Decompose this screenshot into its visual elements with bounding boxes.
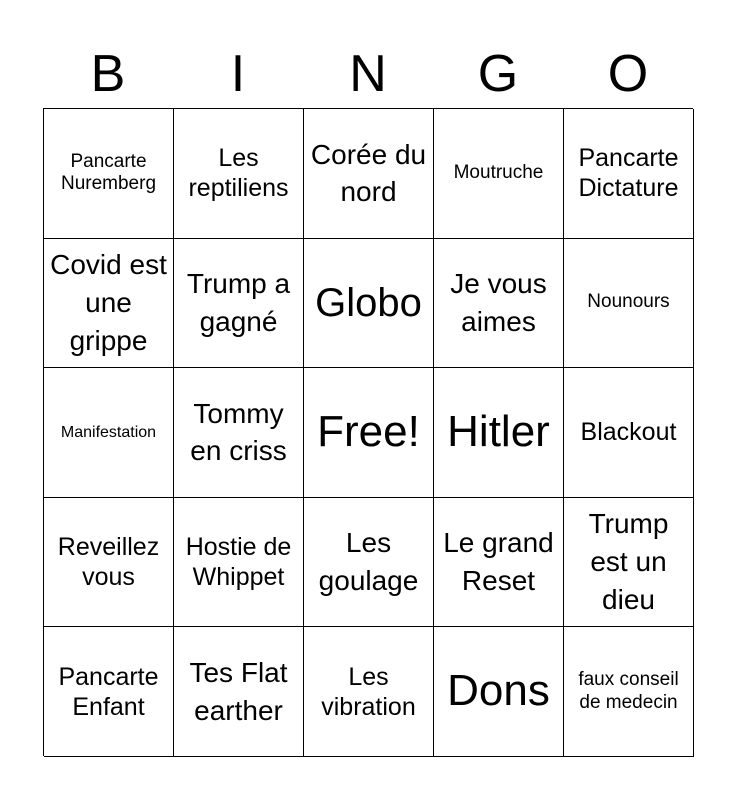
bingo-cell-r1c3[interactable]: Corée du nord xyxy=(304,109,434,239)
bingo-cell-r2c5[interactable]: Nounours xyxy=(564,239,694,369)
bingo-cell-r1c5[interactable]: Pancarte Dictature xyxy=(564,109,694,239)
bingo-cell-r5c5[interactable]: faux conseil de medecin xyxy=(564,627,694,757)
bingo-cell-r4c3[interactable]: Les goulage xyxy=(304,498,434,628)
header-letter-i: I xyxy=(230,45,246,103)
bingo-grid xyxy=(43,108,693,756)
bingo-cell-r2c1[interactable]: Covid est une grippe xyxy=(44,239,174,369)
header-letter-b: B xyxy=(90,45,126,103)
bingo-cell-r4c5[interactable]: Trump est un dieu xyxy=(564,498,694,628)
bingo-cell-r4c1[interactable]: Reveillez vous xyxy=(44,498,174,628)
bingo-cell-r5c3[interactable]: Les vibration xyxy=(304,627,434,757)
bingo-cell-r2c4[interactable]: Je vous aimes xyxy=(434,239,564,369)
bingo-cell-r5c2[interactable]: Tes Flat earther xyxy=(174,627,304,757)
bingo-cell-r5c1[interactable]: Pancarte Enfant xyxy=(44,627,174,757)
bingo-cell-r4c2[interactable]: Hostie de Whippet xyxy=(174,498,304,628)
bingo-cell-free[interactable]: Free! xyxy=(304,368,434,498)
bingo-cell-r3c4[interactable]: Hitler xyxy=(434,368,564,498)
header-letter-g: G xyxy=(477,45,519,103)
header-letter-o: O xyxy=(607,45,649,103)
bingo-cell-r3c5[interactable]: Blackout xyxy=(564,368,694,498)
header-letter-n: N xyxy=(349,45,387,103)
bingo-cell-r4c4[interactable]: Le grand Reset xyxy=(434,498,564,628)
bingo-cell-r1c1[interactable]: Pancarte Nuremberg xyxy=(44,109,174,239)
bingo-cell-r5c4[interactable]: Dons xyxy=(434,627,564,757)
bingo-cell-r3c2[interactable]: Tommy en criss xyxy=(174,368,304,498)
bingo-cell-r1c4[interactable]: Moutruche xyxy=(434,109,564,239)
bingo-cell-r2c2[interactable]: Trump a gagné xyxy=(174,239,304,369)
bingo-cell-r1c2[interactable]: Les reptiliens xyxy=(174,109,304,239)
bingo-cell-r2c3[interactable]: Globo xyxy=(304,239,434,369)
bingo-cell-r3c1[interactable]: Manifestation xyxy=(44,368,174,498)
bingo-header xyxy=(43,40,693,108)
